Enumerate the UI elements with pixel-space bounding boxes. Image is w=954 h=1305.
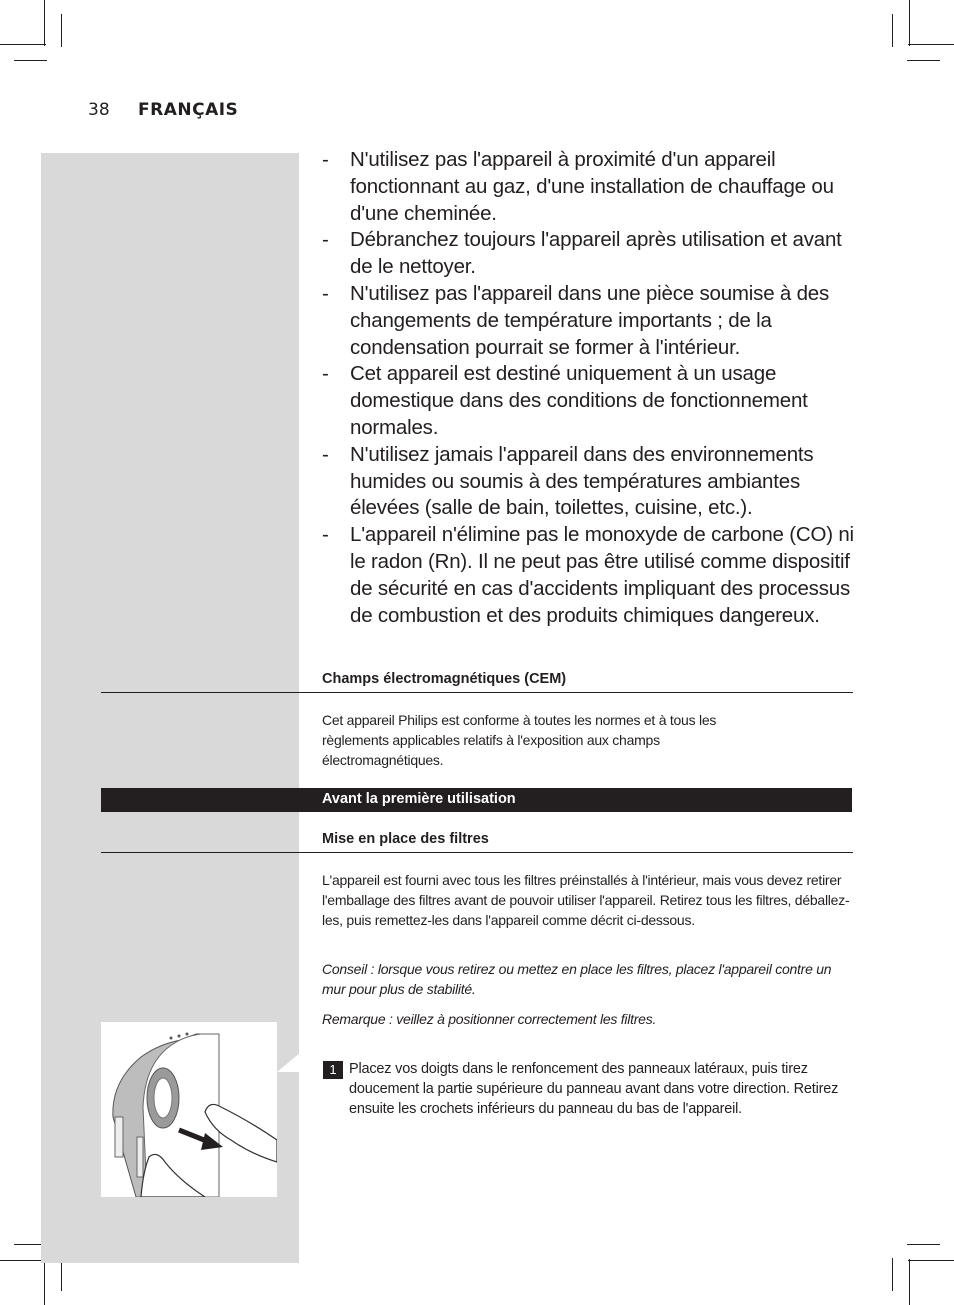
warning-list — [320, 147, 868, 629]
filters-intro: L'appareil est fourni avec tous les filtres préinstallés à l'intérieur, mais vous devez retirer l'emballage des filtres avant de pouvoir utiliser l'appareil. Retirez tous les filtres, déballez-les, puis remettez-les dans l'appareil comme décrit ci-dessous. — [322, 872, 850, 928]
list-item: - N'utilisez jamais l'appareil dans des environnements humides ou soumis à des températures ambiantes élevées (salle de bain, toilettes, cuisine, etc.). — [322, 442, 814, 520]
section-divider — [101, 692, 853, 693]
page-number: 38 — [88, 100, 110, 120]
language-heading: FRANÇAIS — [138, 100, 239, 120]
note-text: Remarque : veillez à positionner correctement les filtres. — [322, 1011, 657, 1027]
filters-heading: Mise en place des filtres — [322, 831, 489, 847]
list-item: - N'utilisez pas l'appareil à proximité d'un appareil fonctionnant au gaz, d'une installation de chauffage ou d'une cheminée. — [322, 148, 834, 225]
list-item: - L'appareil n'élimine pas le monoxyde de carbone (CO) ni le radon (Rn). Il ne peut pas être utilisé comme dispositif de sécurité en cas d'accidents impliquant des processus de combustion et des produits chimiques dangereux. — [322, 523, 854, 627]
emf-text: Cet appareil Philips est conforme à toutes les normes et à tous les règlements applicables relatifs à l'exposition aux champs électromagnétiques. — [322, 712, 717, 768]
section-banner — [101, 788, 852, 812]
before-first-use-heading: Avant la première utilisation — [322, 791, 516, 807]
list-item: - Débranchez toujours l'appareil après utilisation et avant de le nettoyer. — [322, 228, 842, 279]
callout-pointer — [277, 1052, 301, 1072]
list-item: - N'utilisez pas l'appareil dans une pièce soumise à des changements de température importants ; de la condensation pourrait se former à l'intérieur. — [322, 281, 830, 359]
tip-text: Conseil : lorsque vous retirez ou mettez en place les filtres, placez l'appareil contre un mur pour plus de stabilité. — [322, 961, 832, 997]
emf-heading: Champs électromagnétiques (CEM) — [322, 671, 567, 687]
list-item: - Cet appareil est destiné uniquement à un usage domestique dans des conditions de fonctionnement normales. — [322, 362, 808, 439]
filter-removal-illustration — [101, 1022, 277, 1197]
step-number-badge: 1 — [323, 1061, 343, 1079]
step-text: Placez vos doigts dans le renfoncement des panneaux latéraux, puis tirez doucement la partie supérieure du panneau avant dans votre direction. Retirez ensuite les crochets inférieurs du panneau du bas de l'appareil. — [349, 1061, 839, 1118]
section-divider — [101, 852, 853, 853]
